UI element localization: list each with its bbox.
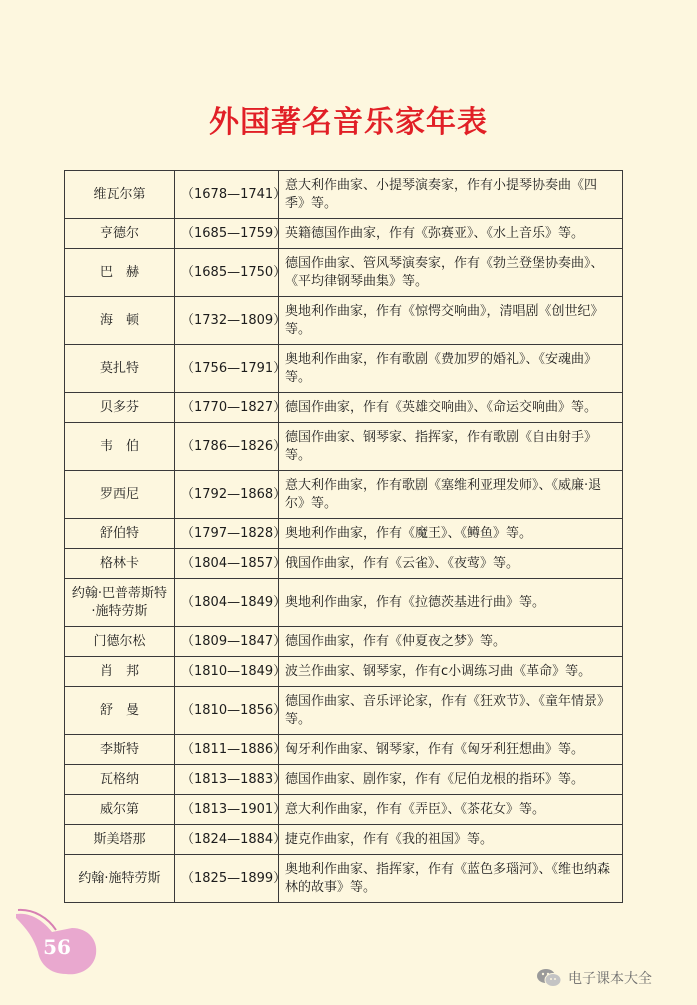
composer-years: （1825—1899）	[175, 855, 279, 903]
composer-years: （1685—1759）	[175, 219, 279, 249]
composer-name: 贝多芬	[65, 393, 175, 423]
composer-years: （1813—1883）	[175, 765, 279, 795]
table-row	[65, 627, 623, 657]
composer-description: 德国作曲家、管风琴演奏家，作有《勃兰登堡协奏曲》、《平均律钢琴曲集》等。	[279, 249, 623, 297]
composer-years: （1685—1750）	[175, 249, 279, 297]
composer-name: 格林卡	[65, 549, 175, 579]
composer-years: （1811—1886）	[175, 735, 279, 765]
composer-years: （1786—1826）	[175, 423, 279, 471]
composer-description: 俄国作曲家，作有《云雀》、《夜莺》等。	[279, 549, 623, 579]
page-number: 56	[43, 935, 71, 959]
composer-years: （1770—1827）	[175, 393, 279, 423]
watermark	[536, 965, 652, 991]
composer-name: 维瓦尔第	[65, 171, 175, 219]
composer-description: 德国作曲家、音乐评论家，作有《狂欢节》、《童年情景》等。	[279, 687, 623, 735]
composer-years: （1810—1856）	[175, 687, 279, 735]
composer-description: 意大利作曲家，作有歌剧《塞维利亚理发师》、《威廉·退尔》等。	[279, 471, 623, 519]
table-row	[65, 549, 623, 579]
composer-description: 奥地利作曲家，作有《拉德茨基进行曲》等。	[279, 579, 623, 627]
composer-years: （1792—1868）	[175, 471, 279, 519]
composer-description: 波兰作曲家、钢琴家，作有c小调练习曲《革命》等。	[279, 657, 623, 687]
composer-years: （1732—1809）	[175, 297, 279, 345]
composer-years: （1813—1901）	[175, 795, 279, 825]
composer-name: 斯美塔那	[65, 825, 175, 855]
table-row	[65, 825, 623, 855]
composer-description: 奥地利作曲家，作有《惊愕交响曲》，清唱剧《创世纪》等。	[279, 297, 623, 345]
composer-years: （1678—1741）	[175, 171, 279, 219]
composer-name: 韦 伯	[65, 423, 175, 471]
composer-years: （1756—1791）	[175, 345, 279, 393]
watermark-text: 电子课本大全	[568, 971, 652, 987]
table-row	[65, 345, 623, 393]
table-row	[65, 171, 623, 219]
composer-name: 巴 赫	[65, 249, 175, 297]
composer-description: 奥地利作曲家，作有《魔王》、《鳟鱼》等。	[279, 519, 623, 549]
composer-name: 莫扎特	[65, 345, 175, 393]
composer-name: 肖 邦	[65, 657, 175, 687]
table-row	[65, 471, 623, 519]
table-row	[65, 423, 623, 471]
composer-years: （1810—1849）	[175, 657, 279, 687]
composer-description: 德国作曲家、钢琴家、指挥家，作有歌剧《自由射手》等。	[279, 423, 623, 471]
composer-name: 舒伯特	[65, 519, 175, 549]
composer-table	[64, 170, 623, 903]
table-row	[65, 579, 623, 627]
composer-description: 奥地利作曲家、指挥家，作有《蓝色多瑙河》、《维也纳森林的故事》等。	[279, 855, 623, 903]
composer-name: 李斯特	[65, 735, 175, 765]
composer-name: 罗西尼	[65, 471, 175, 519]
table-row	[65, 735, 623, 765]
composer-years: （1797—1828）	[175, 519, 279, 549]
wechat-logo-icon	[536, 967, 562, 989]
composer-description: 英籍德国作曲家，作有《弥赛亚》、《水上音乐》等。	[279, 219, 623, 249]
composer-name: 海 顿	[65, 297, 175, 345]
composer-name: 约翰·施特劳斯	[65, 855, 175, 903]
composer-name: 亨德尔	[65, 219, 175, 249]
composer-years: （1804—1849）	[175, 579, 279, 627]
composer-name: 威尔第	[65, 795, 175, 825]
table-row	[65, 297, 623, 345]
composer-description: 意大利作曲家，作有《弄臣》、《茶花女》等。	[279, 795, 623, 825]
composer-years: （1804—1857）	[175, 549, 279, 579]
table-row	[65, 393, 623, 423]
table-row	[65, 855, 623, 903]
table-row	[65, 765, 623, 795]
composer-description: 意大利作曲家、小提琴演奏家，作有小提琴协奏曲《四季》等。	[279, 171, 623, 219]
table-row	[65, 657, 623, 687]
composer-name: 约翰·巴普蒂斯特·施特劳斯	[65, 579, 175, 627]
composer-name: 瓦格纳	[65, 765, 175, 795]
composer-years: （1824—1884）	[175, 825, 279, 855]
table-row	[65, 249, 623, 297]
composer-description: 德国作曲家、剧作家，作有《尼伯龙根的指环》等。	[279, 765, 623, 795]
composer-years: （1809—1847）	[175, 627, 279, 657]
page-title: 外国著名音乐家年表	[209, 105, 488, 140]
composer-name: 舒 曼	[65, 687, 175, 735]
composer-description: 匈牙利作曲家、钢琴家，作有《匈牙利狂想曲》等。	[279, 735, 623, 765]
table-row	[65, 795, 623, 825]
composer-description: 捷克作曲家，作有《我的祖国》等。	[279, 825, 623, 855]
composer-description: 德国作曲家，作有《英雄交响曲》、《命运交响曲》等。	[279, 393, 623, 423]
composer-description: 德国作曲家，作有《仲夏夜之梦》等。	[279, 627, 623, 657]
table-row	[65, 519, 623, 549]
table-row	[65, 219, 623, 249]
composer-name: 门德尔松	[65, 627, 175, 657]
table-row	[65, 687, 623, 735]
composer-description: 奥地利作曲家，作有歌剧《费加罗的婚礼》、《安魂曲》等。	[279, 345, 623, 393]
